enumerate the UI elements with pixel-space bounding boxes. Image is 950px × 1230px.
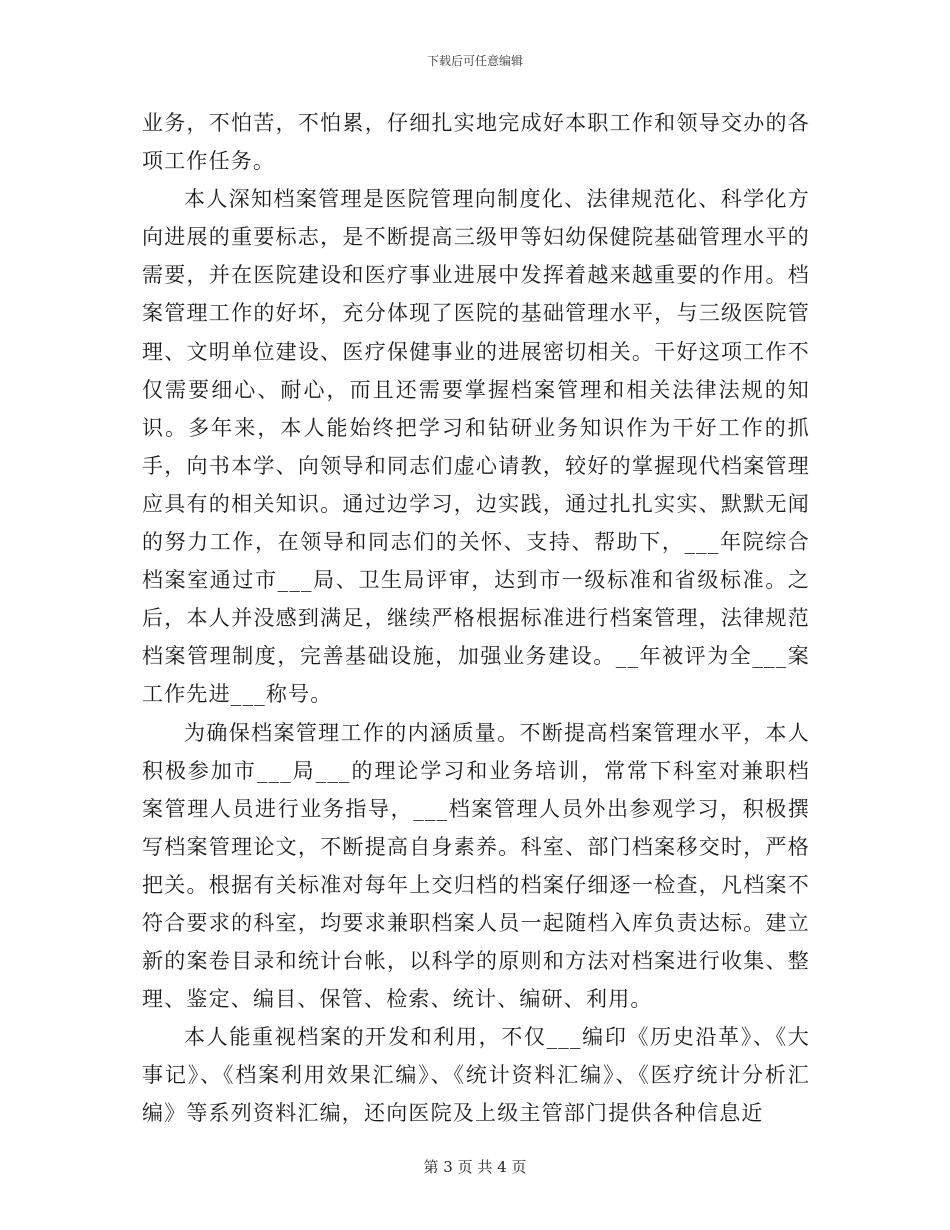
paragraph-3: 为确保档案管理工作的内涵质量。不断提高档案管理水平，本人积极参加市___局___的理论学习和业务培训，常常下科室对兼职档案管理人员进行业务指导，___档案管理人员外出参观学习，积极撰写档案管理论文，不断提高自身素养。科室、部门档案移交时，严格把关。根据有关标准对每年上交归档的档案仔细逐一检查，凡档案不符合要求的科室，均要求兼职档案人员一起随档入库负责达标。建立新的案卷目录和统计台帐，以科学的原则和方法对档案进行收集、整理、鉴定、编目、保管、检索、统计、编研、利用。 xyxy=(142,720,810,1012)
paragraph-1: 业务，不怕苦，不怕累，仔细扎实地完成好本职工作和领导交办的各项工作任务。 xyxy=(142,111,810,174)
page-footer: 第 3 页 共 4 页 xyxy=(423,1158,527,1176)
paragraph-2: 本人深知档案管理是医院管理向制度化、法律规范化、科学化方向进展的重要标志，是不断提高三级甲等妇幼保健院基础管理水平的需要，并在医院建设和医疗事业进展中发挥着越来越重要的作用。档案管理工作的好坏，充分体现了医院的基础管理水平，与三级医院管理、文明单位建设、医疗保健事业的进展密切相关。干好这项工作不仅需要细心、耐心，而且还需要掌握档案管理和相关法律法规的知识。多年来，本人能始终把学习和钻研业务知识作为干好工作的抓手，向书本学、向领导和同志们虚心请教，较好的掌握现代档案管理应具有的相关知识。通过边学习，边实践，通过扎扎实实、默默无闻的努力工作，在领导和同志们的关怀、支持、帮助下，___年院综合档案室通过市___局、卫生局评审，达到市一级标准和省级标准。之后，本人并没感到满足，继续严格根据标准进行档案管理，法律规范档案管理制度，完善基础设施，加强业务建设。__年被评为全___案工作先进___称号。 xyxy=(142,187,810,707)
document-body xyxy=(142,104,810,1133)
page-header: 下载后可任意编辑 xyxy=(426,54,523,68)
paragraph-4: 本人能重视档案的开发和利用，不仅___编印《历史沿革》、《大事记》、《档案利用效果汇编》、《统计资料汇编》、《医疗统计分析汇编》等系列资料汇编，还向医院及上级主管部门提供各种信息近 xyxy=(142,1025,810,1126)
